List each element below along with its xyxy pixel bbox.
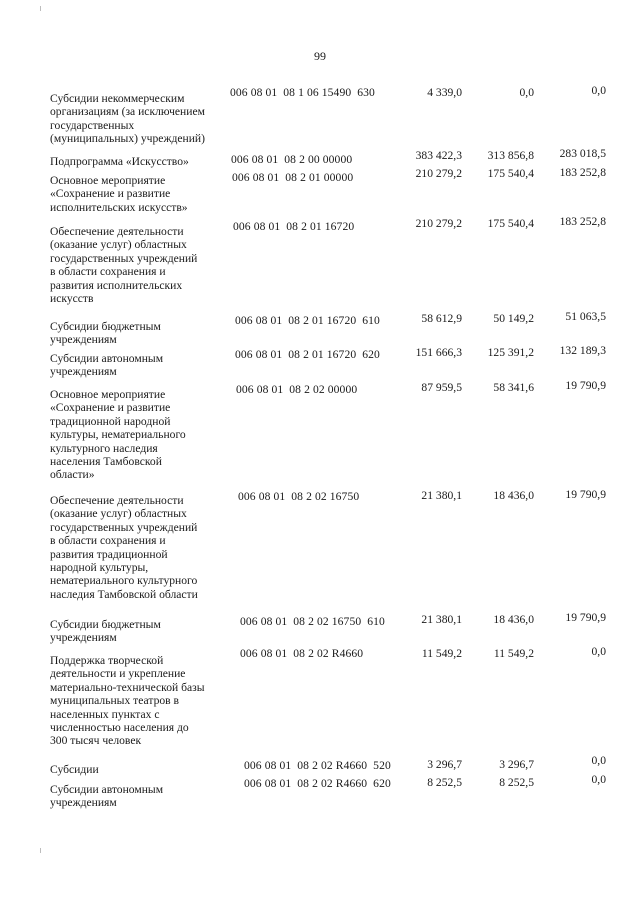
row-code: 006 08 01 08 2 02 R4660 620 [244,777,391,790]
row-code: 006 08 01 08 2 01 16720 [233,220,355,233]
row-name: Основное мероприятие «Сохранение и развитие традиционной народной культуры, нематериального культурного наследия населения Тамбовской области» [50,388,186,482]
row-name: Поддержка творческой деятельности и укрепление материально-технической базы муниципальных театров в населенных пунктах с численностью населения до 300 тысяч человек [50,654,205,748]
value-year-2: 58 341,6 [493,381,534,394]
value-year-2: 313 856,8 [487,149,534,162]
value-year-3: 283 018,5 [559,147,606,160]
value-year-1: 58 612,9 [421,312,462,325]
value-year-3: 19 790,9 [565,488,606,501]
value-year-2: 8 252,5 [499,776,534,789]
value-year-1: 87 959,5 [421,381,462,394]
row-name: Основное мероприятие «Сохранение и развитие исполнительских искусств» [50,174,188,214]
row-name: Субсидии бюджетным учреждениям [50,320,161,347]
row-name: Субсидии [50,763,99,776]
value-year-3: 183 252,8 [559,215,606,228]
row-code: 006 08 01 08 2 02 16750 [238,490,360,503]
value-year-1: 21 380,1 [421,613,462,626]
row-name: Субсидии автономным учреждениям [50,783,164,810]
row-name: Обеспечение деятельности (оказание услуг) областных государственных учреждений в области сохранения и развития традиционной народной культуры, нематериального культурного наследия Тамбовской области [50,494,198,601]
value-year-2: 175 540,4 [487,167,534,180]
value-year-2: 18 436,0 [493,613,534,626]
row-name: Обеспечение деятельности (оказание услуг) областных государственных учреждений в области сохранения и развития исполнительских искусств [50,225,198,306]
value-year-2: 11 549,2 [493,647,534,660]
row-code: 006 08 01 08 2 01 16720 610 [235,314,380,327]
value-year-2: 0,0 [519,86,534,99]
value-year-1: 8 252,5 [427,776,462,789]
value-year-3: 19 790,9 [565,611,606,624]
value-year-3: 132 189,3 [559,344,606,357]
value-year-2: 175 540,4 [487,217,534,230]
row-name: Субсидии автономным учреждениям [50,352,164,379]
value-year-3: 19 790,9 [565,379,606,392]
row-code: 006 08 01 08 2 02 R4660 520 [244,759,391,772]
value-year-3: 51 063,5 [565,310,606,323]
margin-mark [40,848,41,853]
row-name: Субсидии бюджетным учреждениям [50,618,161,645]
value-year-3: 0,0 [591,645,606,658]
row-code: 006 08 01 08 2 02 16750 610 [240,615,385,628]
row-code: 006 08 01 08 2 02 R4660 [240,647,364,660]
value-year-3: 0,0 [591,84,606,97]
value-year-1: 383 422,3 [415,149,462,162]
margin-mark [40,6,41,11]
value-year-1: 210 279,2 [415,217,462,230]
value-year-3: 0,0 [591,754,606,767]
value-year-1: 4 339,0 [427,86,462,99]
row-code: 006 08 01 08 2 01 16720 620 [235,348,380,361]
value-year-3: 183 252,8 [559,166,606,179]
row-code: 006 08 01 08 2 01 00000 [232,171,354,184]
value-year-1: 21 380,1 [421,489,462,502]
value-year-1: 210 279,2 [415,167,462,180]
value-year-1: 11 549,2 [421,647,462,660]
row-code: 006 08 01 08 1 06 15490 630 [230,86,375,99]
value-year-2: 3 296,7 [499,758,534,771]
value-year-2: 125 391,2 [487,346,534,359]
value-year-1: 151 666,3 [415,346,462,359]
row-code: 006 08 01 08 2 00 00000 [231,153,353,166]
row-name: Субсидии некоммерческим организациям (за исключением государственных (муниципальных) учреждений) [50,92,205,146]
value-year-2: 50 149,2 [493,312,534,325]
row-name: Подпрограмма «Искусство» [50,155,189,168]
value-year-2: 18 436,0 [493,489,534,502]
value-year-1: 3 296,7 [427,758,462,771]
page-number: 99 [314,49,326,63]
row-code: 006 08 01 08 2 02 00000 [236,383,358,396]
value-year-3: 0,0 [591,773,606,786]
